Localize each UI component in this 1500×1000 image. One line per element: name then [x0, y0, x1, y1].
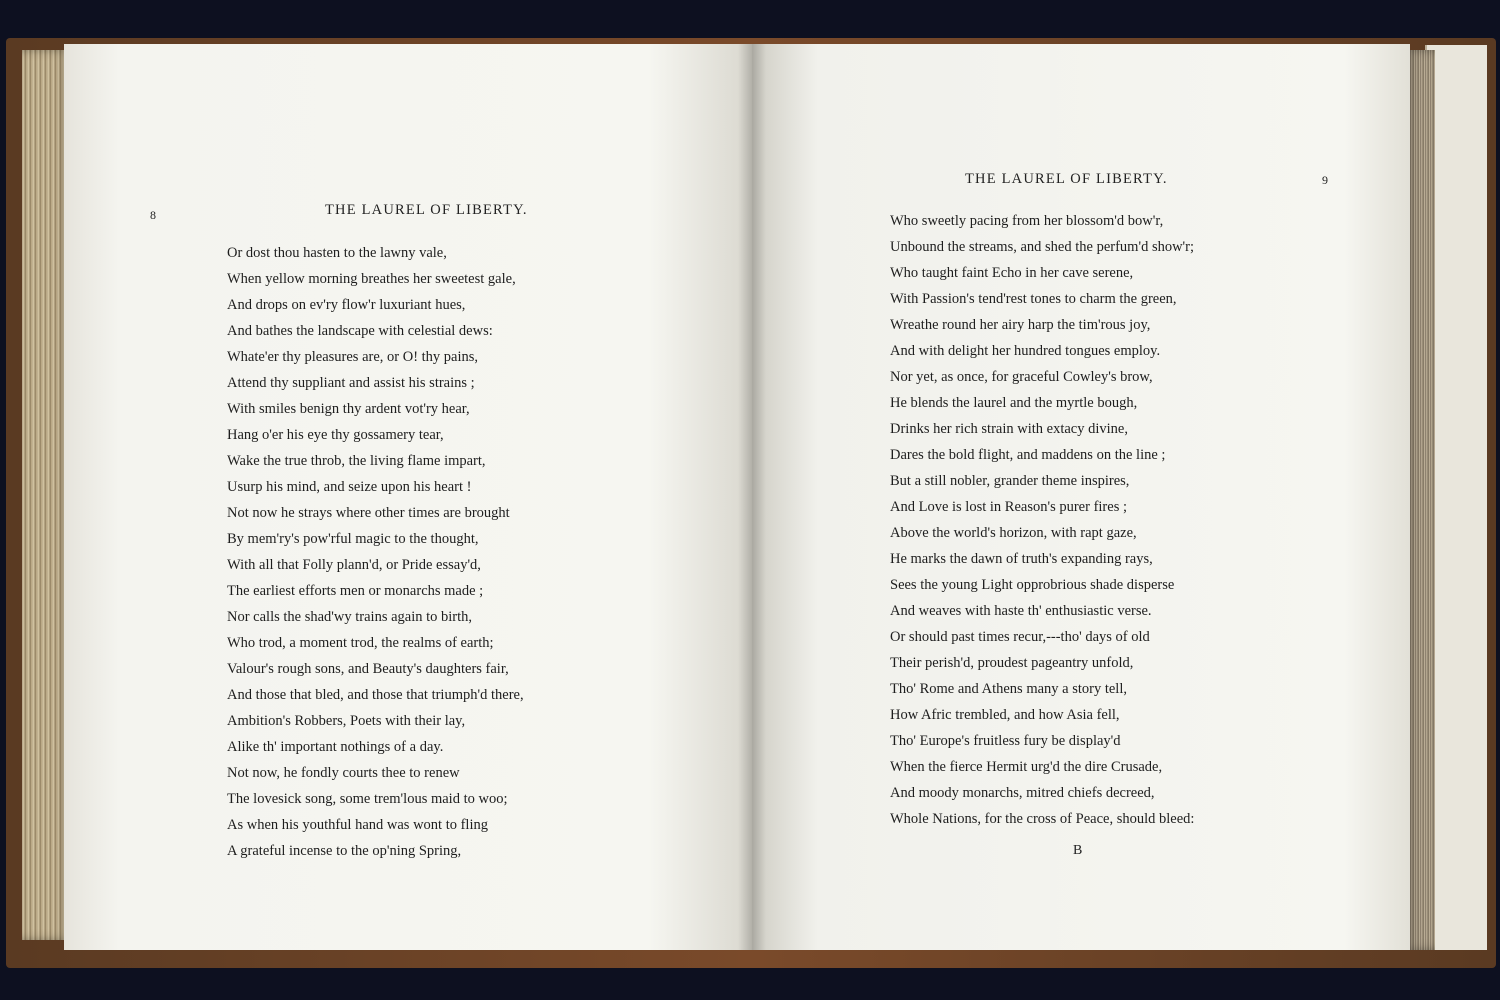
- verse-line: Tho' Rome and Athens many a story tell,: [890, 681, 1127, 697]
- verse-line: Who trod, a moment trod, the realms of earth;: [227, 635, 494, 651]
- verse-line: The lovesick song, some trem'lous maid to woo;: [227, 791, 508, 807]
- book-gutter: [738, 44, 766, 950]
- verse-line: Whole Nations, for the cross of Peace, should bleed:: [890, 811, 1195, 827]
- right-page-number: 9: [1322, 173, 1328, 187]
- verse-line: Wreathe round her airy harp the tim'rous joy,: [890, 317, 1151, 333]
- verse-line: Drinks her rich strain with extacy divine,: [890, 421, 1128, 437]
- verse-line: When yellow morning breathes her sweetest gale,: [227, 271, 516, 287]
- verse-line: But a still nobler, grander theme inspires,: [890, 473, 1130, 489]
- verse-line: Not now he strays where other times are brought: [227, 505, 510, 521]
- verse-line: The earliest efforts men or monarchs made ;: [227, 583, 484, 599]
- verse-line: Who sweetly pacing from her blossom'd bow'r,: [890, 213, 1164, 229]
- verse-line: Or dost thou hasten to the lawny vale,: [227, 245, 447, 261]
- verse-line: And Love is lost in Reason's purer fires ;: [890, 499, 1127, 515]
- page-block-edge-left: [22, 50, 70, 940]
- verse-line: Alike th' important nothings of a day.: [227, 739, 444, 755]
- verse-line: Above the world's horizon, with rapt gaze,: [890, 525, 1137, 541]
- verse-line: Nor calls the shad'wy trains again to birth,: [227, 609, 473, 625]
- left-page-number: 8: [150, 208, 156, 222]
- verse-line: Valour's rough sons, and Beauty's daughters fair,: [227, 661, 509, 677]
- verse-line: Who taught faint Echo in her cave serene,: [890, 265, 1134, 281]
- verse-line: With smiles benign thy ardent vot'ry hear,: [227, 401, 470, 417]
- verse-line: By mem'ry's pow'rful magic to the thought,: [227, 531, 479, 547]
- verse-line: Wake the true throb, the living flame impart,: [227, 453, 486, 469]
- verse-line: And moody monarchs, mitred chiefs decreed,: [890, 785, 1155, 801]
- verse-line: Tho' Europe's fruitless fury be display'd: [890, 733, 1121, 749]
- verse-line: And bathes the landscape with celestial dews:: [227, 323, 493, 339]
- signature-mark: B: [1073, 843, 1083, 858]
- verse-line: Usurp his mind, and seize upon his heart !: [227, 479, 472, 495]
- right-running-head: THE LAUREL OF LIBERTY.: [965, 171, 1168, 187]
- verse-line: Nor yet, as once, for graceful Cowley's brow,: [890, 369, 1153, 385]
- verse-line: Attend thy suppliant and assist his strains ;: [227, 375, 475, 391]
- verse-line: And those that bled, and those that triumph'd there,: [227, 687, 524, 703]
- verse-line: Their perish'd, proudest pageantry unfold,: [890, 655, 1134, 671]
- verse-line: With Passion's tend'rest tones to charm the green,: [890, 291, 1177, 307]
- verse-line: And weaves with haste th' enthusiastic verse.: [890, 603, 1152, 619]
- left-verse-block: [227, 240, 524, 864]
- verse-line: Whate'er thy pleasures are, or O! thy pains,: [227, 349, 479, 365]
- verse-line: How Afric trembled, and how Asia fell,: [890, 707, 1120, 723]
- right-verse-block: [890, 208, 1194, 832]
- verse-line: Hang o'er his eye thy gossamery tear,: [227, 427, 444, 443]
- verse-line: He marks the dawn of truth's expanding rays,: [890, 551, 1153, 567]
- verse-line: He blends the laurel and the myrtle bough,: [890, 395, 1138, 411]
- verse-line: With all that Folly plann'd, or Pride essay'd,: [227, 557, 481, 573]
- verse-line: As when his youthful hand was wont to fling: [227, 817, 488, 833]
- verse-line: And drops on ev'ry flow'r luxuriant hues,: [227, 297, 466, 313]
- verse-line: Dares the bold flight, and maddens on the line ;: [890, 447, 1166, 463]
- verse-line: Unbound the streams, and shed the perfum'd show'r;: [890, 239, 1195, 255]
- verse-line: Sees the young Light opprobrious shade disperse: [890, 577, 1175, 593]
- verse-line: A grateful incense to the op'ning Spring,: [227, 843, 462, 859]
- verse-line: Not now, he fondly courts thee to renew: [227, 765, 460, 781]
- verse-line: Ambition's Robbers, Poets with their lay,: [227, 713, 466, 729]
- left-running-head: THE LAUREL OF LIBERTY.: [325, 202, 528, 218]
- verse-line: Or should past times recur,---tho' days of old: [890, 629, 1150, 645]
- verse-line: When the fierce Hermit urg'd the dire Crusade,: [890, 759, 1163, 775]
- verse-line: And with delight her hundred tongues employ.: [890, 343, 1161, 359]
